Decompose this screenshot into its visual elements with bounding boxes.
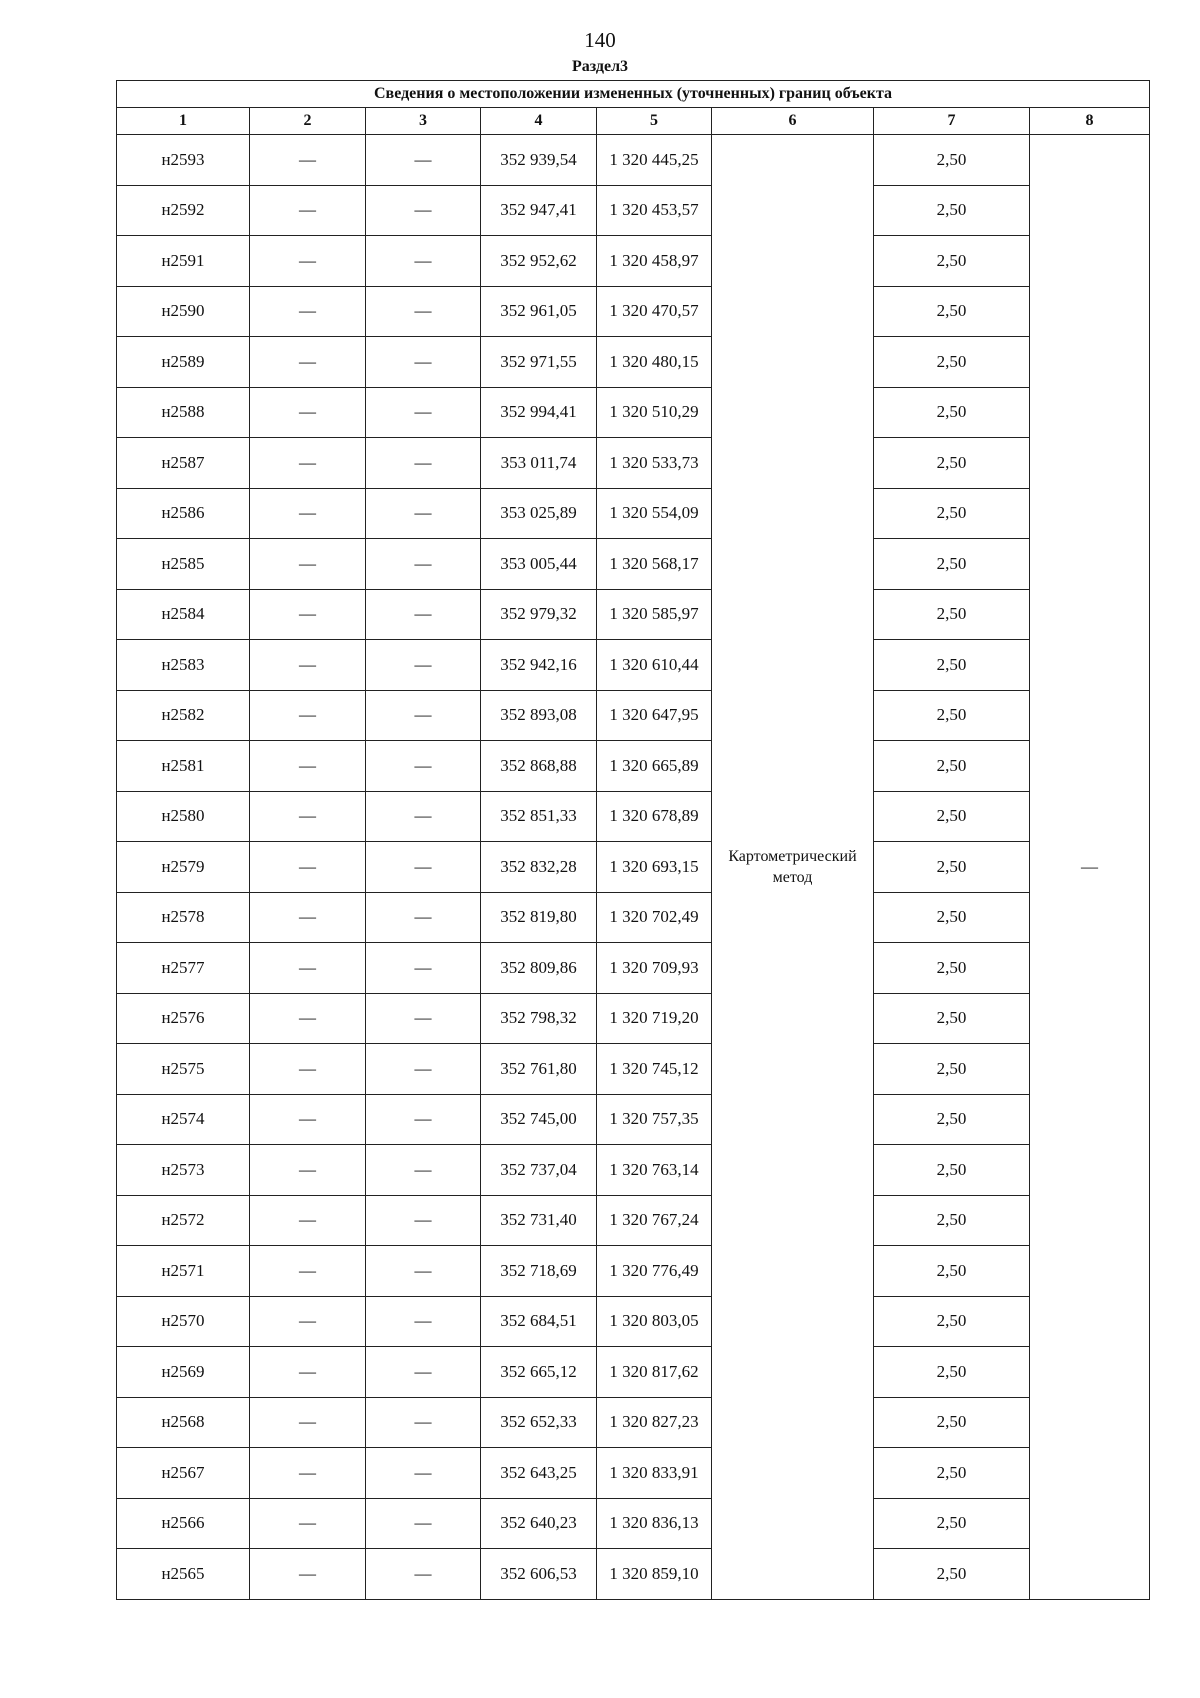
point-name-cell: н2589 — [117, 337, 250, 388]
table-row — [117, 1347, 1150, 1398]
col3-cell: — — [366, 589, 481, 640]
coordinate-x-cell: 352 832,28 — [481, 842, 597, 893]
method-cell: Картометрический метод — [712, 135, 874, 1600]
point-name-cell: н2584 — [117, 589, 250, 640]
coordinate-x-cell: 352 947,41 — [481, 185, 597, 236]
accuracy-cell: 2,50 — [874, 842, 1030, 893]
accuracy-cell: 2,50 — [874, 337, 1030, 388]
coordinate-x-cell: 352 684,51 — [481, 1296, 597, 1347]
col3-cell: — — [366, 1397, 481, 1448]
col3-cell: — — [366, 791, 481, 842]
col8-cell: — — [1030, 135, 1150, 1600]
accuracy-cell: 2,50 — [874, 488, 1030, 539]
col2-cell: — — [250, 1094, 366, 1145]
table-row — [117, 892, 1150, 943]
table-row — [117, 1246, 1150, 1297]
accuracy-cell: 2,50 — [874, 690, 1030, 741]
col2-cell: — — [250, 892, 366, 943]
coordinate-y-cell: 1 320 836,13 — [597, 1498, 712, 1549]
col3-cell: — — [366, 1195, 481, 1246]
col2-cell: — — [250, 943, 366, 994]
col3-cell: — — [366, 892, 481, 943]
coordinate-x-cell: 352 942,16 — [481, 640, 597, 691]
coordinate-x-cell: 352 761,80 — [481, 1044, 597, 1095]
accuracy-cell: 2,50 — [874, 1448, 1030, 1499]
col2-cell: — — [250, 1246, 366, 1297]
col3-cell: — — [366, 1498, 481, 1549]
point-name-cell: н2574 — [117, 1094, 250, 1145]
coordinate-y-cell: 1 320 827,23 — [597, 1397, 712, 1448]
accuracy-cell: 2,50 — [874, 640, 1030, 691]
table-row — [117, 1094, 1150, 1145]
point-name-cell: н2583 — [117, 640, 250, 691]
coordinate-y-cell: 1 320 745,12 — [597, 1044, 712, 1095]
coordinate-y-cell: 1 320 647,95 — [597, 690, 712, 741]
coordinate-x-cell: 352 851,33 — [481, 791, 597, 842]
page-number: 140 — [584, 28, 616, 52]
coordinate-x-cell: 352 606,53 — [481, 1549, 597, 1600]
table-row — [117, 1397, 1150, 1448]
coordinate-x-cell: 352 643,25 — [481, 1448, 597, 1499]
accuracy-cell: 2,50 — [874, 387, 1030, 438]
table-row — [117, 842, 1150, 893]
coordinate-y-cell: 1 320 665,89 — [597, 741, 712, 792]
table-row — [117, 236, 1150, 287]
col2-cell: — — [250, 791, 366, 842]
point-name-cell: н2567 — [117, 1448, 250, 1499]
coordinate-x-cell: 353 025,89 — [481, 488, 597, 539]
coordinate-y-cell: 1 320 458,97 — [597, 236, 712, 287]
point-name-cell: н2570 — [117, 1296, 250, 1347]
coordinate-y-cell: 1 320 585,97 — [597, 589, 712, 640]
coordinate-y-cell: 1 320 757,35 — [597, 1094, 712, 1145]
coordinate-x-cell: 352 952,62 — [481, 236, 597, 287]
table-row — [117, 589, 1150, 640]
col3-cell: — — [366, 640, 481, 691]
accuracy-cell: 2,50 — [874, 892, 1030, 943]
table-row — [117, 741, 1150, 792]
coordinate-y-cell: 1 320 445,25 — [597, 135, 712, 186]
col3-cell: — — [366, 135, 481, 186]
point-name-cell: н2572 — [117, 1195, 250, 1246]
table-caption: Сведения о местоположении измененных (уточненных) границ объекта — [117, 81, 1150, 108]
col3-cell: — — [366, 438, 481, 489]
table-row — [117, 387, 1150, 438]
coordinate-y-cell: 1 320 776,49 — [597, 1246, 712, 1297]
accuracy-cell: 2,50 — [874, 135, 1030, 186]
coordinate-x-cell: 352 745,00 — [481, 1094, 597, 1145]
coordinate-x-cell: 352 971,55 — [481, 337, 597, 388]
col3-cell: — — [366, 286, 481, 337]
table-row — [117, 690, 1150, 741]
col3-cell: — — [366, 690, 481, 741]
coordinate-y-cell: 1 320 859,10 — [597, 1549, 712, 1600]
table-row — [117, 993, 1150, 1044]
col3-cell: — — [366, 1296, 481, 1347]
coordinate-y-cell: 1 320 678,89 — [597, 791, 712, 842]
accuracy-cell: 2,50 — [874, 1296, 1030, 1347]
col3-cell: — — [366, 387, 481, 438]
table-row — [117, 1296, 1150, 1347]
col2-cell: — — [250, 488, 366, 539]
table-row — [117, 1498, 1150, 1549]
point-name-cell: н2581 — [117, 741, 250, 792]
table-row — [117, 1044, 1150, 1095]
col2-cell: — — [250, 993, 366, 1044]
column-number-5: 5 — [597, 108, 712, 135]
point-name-cell: н2582 — [117, 690, 250, 741]
coordinate-x-cell: 353 005,44 — [481, 539, 597, 590]
point-name-cell: н2586 — [117, 488, 250, 539]
coordinate-x-cell: 352 798,32 — [481, 993, 597, 1044]
coordinate-y-cell: 1 320 833,91 — [597, 1448, 712, 1499]
coordinate-x-cell: 352 893,08 — [481, 690, 597, 741]
accuracy-cell: 2,50 — [874, 741, 1030, 792]
col2-cell: — — [250, 539, 366, 590]
point-name-cell: н2587 — [117, 438, 250, 489]
col3-cell: — — [366, 741, 481, 792]
point-name-cell: н2579 — [117, 842, 250, 893]
col2-cell: — — [250, 387, 366, 438]
col2-cell: — — [250, 741, 366, 792]
col2-cell: — — [250, 1549, 366, 1600]
col2-cell: — — [250, 640, 366, 691]
point-name-cell: н2575 — [117, 1044, 250, 1095]
accuracy-cell: 2,50 — [874, 1044, 1030, 1095]
coordinate-y-cell: 1 320 763,14 — [597, 1145, 712, 1196]
point-name-cell: н2578 — [117, 892, 250, 943]
col3-cell: — — [366, 236, 481, 287]
col2-cell: — — [250, 589, 366, 640]
table-row — [117, 1448, 1150, 1499]
column-number-8: 8 — [1030, 108, 1150, 135]
col2-cell: — — [250, 135, 366, 186]
accuracy-cell: 2,50 — [874, 943, 1030, 994]
table-row — [117, 185, 1150, 236]
coordinate-y-cell: 1 320 510,29 — [597, 387, 712, 438]
col2-cell: — — [250, 1195, 366, 1246]
col2-cell: — — [250, 1347, 366, 1398]
accuracy-cell: 2,50 — [874, 1195, 1030, 1246]
col3-cell: — — [366, 185, 481, 236]
coordinate-y-cell: 1 320 568,17 — [597, 539, 712, 590]
accuracy-cell: 2,50 — [874, 438, 1030, 489]
coordinate-y-cell: 1 320 693,15 — [597, 842, 712, 893]
col2-cell: — — [250, 1448, 366, 1499]
table-row — [117, 337, 1150, 388]
coordinate-y-cell: 1 320 554,09 — [597, 488, 712, 539]
accuracy-cell: 2,50 — [874, 791, 1030, 842]
table-body — [117, 135, 1150, 1600]
col2-cell: — — [250, 438, 366, 489]
col2-cell: — — [250, 1397, 366, 1448]
col3-cell: — — [366, 1044, 481, 1095]
col2-cell: — — [250, 1498, 366, 1549]
table-row — [117, 135, 1150, 186]
accuracy-cell: 2,50 — [874, 185, 1030, 236]
col3-cell: — — [366, 488, 481, 539]
col2-cell: — — [250, 842, 366, 893]
table-row — [117, 1145, 1150, 1196]
point-name-cell: н2571 — [117, 1246, 250, 1297]
point-name-cell: н2588 — [117, 387, 250, 438]
table-row — [117, 438, 1150, 489]
coordinate-x-cell: 352 718,69 — [481, 1246, 597, 1297]
coordinate-y-cell: 1 320 610,44 — [597, 640, 712, 691]
coordinate-x-cell: 352 665,12 — [481, 1347, 597, 1398]
coordinate-y-cell: 1 320 533,73 — [597, 438, 712, 489]
col3-cell: — — [366, 1145, 481, 1196]
table-row — [117, 943, 1150, 994]
coordinate-x-cell: 352 819,80 — [481, 892, 597, 943]
col2-cell: — — [250, 337, 366, 388]
column-number-6: 6 — [712, 108, 874, 135]
coordinate-x-cell: 353 011,74 — [481, 438, 597, 489]
point-name-cell: н2576 — [117, 993, 250, 1044]
table-row — [117, 1549, 1150, 1600]
col2-cell: — — [250, 185, 366, 236]
coordinate-y-cell: 1 320 719,20 — [597, 993, 712, 1044]
accuracy-cell: 2,50 — [874, 286, 1030, 337]
coordinate-x-cell: 352 737,04 — [481, 1145, 597, 1196]
accuracy-cell: 2,50 — [874, 993, 1030, 1044]
col3-cell: — — [366, 1448, 481, 1499]
accuracy-cell: 2,50 — [874, 1094, 1030, 1145]
coordinate-y-cell: 1 320 767,24 — [597, 1195, 712, 1246]
accuracy-cell: 2,50 — [874, 589, 1030, 640]
coordinate-y-cell: 1 320 470,57 — [597, 286, 712, 337]
point-name-cell: н2568 — [117, 1397, 250, 1448]
coordinate-y-cell: 1 320 709,93 — [597, 943, 712, 994]
coordinate-x-cell: 352 809,86 — [481, 943, 597, 994]
column-number-row — [117, 108, 1150, 135]
point-name-cell: н2565 — [117, 1549, 250, 1600]
point-name-cell: н2585 — [117, 539, 250, 590]
coordinate-y-cell: 1 320 702,49 — [597, 892, 712, 943]
col3-cell: — — [366, 337, 481, 388]
table-row — [117, 1195, 1150, 1246]
point-name-cell: н2590 — [117, 286, 250, 337]
coordinate-y-cell: 1 320 453,57 — [597, 185, 712, 236]
table-row — [117, 791, 1150, 842]
coordinate-x-cell: 352 961,05 — [481, 286, 597, 337]
column-number-1: 1 — [117, 108, 250, 135]
column-number-2: 2 — [250, 108, 366, 135]
col3-cell: — — [366, 1347, 481, 1398]
point-name-cell: н2591 — [117, 236, 250, 287]
boundary-coordinates-table — [116, 80, 1150, 1600]
table-row — [117, 286, 1150, 337]
column-number-7: 7 — [874, 108, 1030, 135]
coordinate-y-cell: 1 320 480,15 — [597, 337, 712, 388]
coordinate-x-cell: 352 868,88 — [481, 741, 597, 792]
table-row — [117, 488, 1150, 539]
point-name-cell: н2593 — [117, 135, 250, 186]
point-name-cell: н2577 — [117, 943, 250, 994]
accuracy-cell: 2,50 — [874, 1347, 1030, 1398]
section-title: Раздел3 — [571, 58, 629, 75]
col2-cell: — — [250, 1044, 366, 1095]
coordinate-x-cell: 352 994,41 — [481, 387, 597, 438]
point-name-cell: н2566 — [117, 1498, 250, 1549]
col3-cell: — — [366, 1246, 481, 1297]
point-name-cell: н2573 — [117, 1145, 250, 1196]
column-number-3: 3 — [366, 108, 481, 135]
point-name-cell: н2569 — [117, 1347, 250, 1398]
col3-cell: — — [366, 539, 481, 590]
table-row — [117, 539, 1150, 590]
coordinate-x-cell: 352 979,32 — [481, 589, 597, 640]
col3-cell: — — [366, 1094, 481, 1145]
col3-cell: — — [366, 842, 481, 893]
col3-cell: — — [366, 1549, 481, 1600]
accuracy-cell: 2,50 — [874, 539, 1030, 590]
point-name-cell: н2592 — [117, 185, 250, 236]
accuracy-cell: 2,50 — [874, 1498, 1030, 1549]
accuracy-cell: 2,50 — [874, 236, 1030, 287]
col3-cell: — — [366, 943, 481, 994]
col2-cell: — — [250, 690, 366, 741]
col2-cell: — — [250, 236, 366, 287]
coordinate-x-cell: 352 731,40 — [481, 1195, 597, 1246]
coordinate-y-cell: 1 320 817,62 — [597, 1347, 712, 1398]
col2-cell: — — [250, 1145, 366, 1196]
coordinate-x-cell: 352 652,33 — [481, 1397, 597, 1448]
col2-cell: — — [250, 1296, 366, 1347]
accuracy-cell: 2,50 — [874, 1397, 1030, 1448]
coordinate-x-cell: 352 640,23 — [481, 1498, 597, 1549]
coordinate-y-cell: 1 320 803,05 — [597, 1296, 712, 1347]
point-name-cell: н2580 — [117, 791, 250, 842]
table-row — [117, 640, 1150, 691]
column-number-4: 4 — [481, 108, 597, 135]
col2-cell: — — [250, 286, 366, 337]
accuracy-cell: 2,50 — [874, 1549, 1030, 1600]
coordinate-x-cell: 352 939,54 — [481, 135, 597, 186]
accuracy-cell: 2,50 — [874, 1145, 1030, 1196]
accuracy-cell: 2,50 — [874, 1246, 1030, 1297]
col3-cell: — — [366, 993, 481, 1044]
